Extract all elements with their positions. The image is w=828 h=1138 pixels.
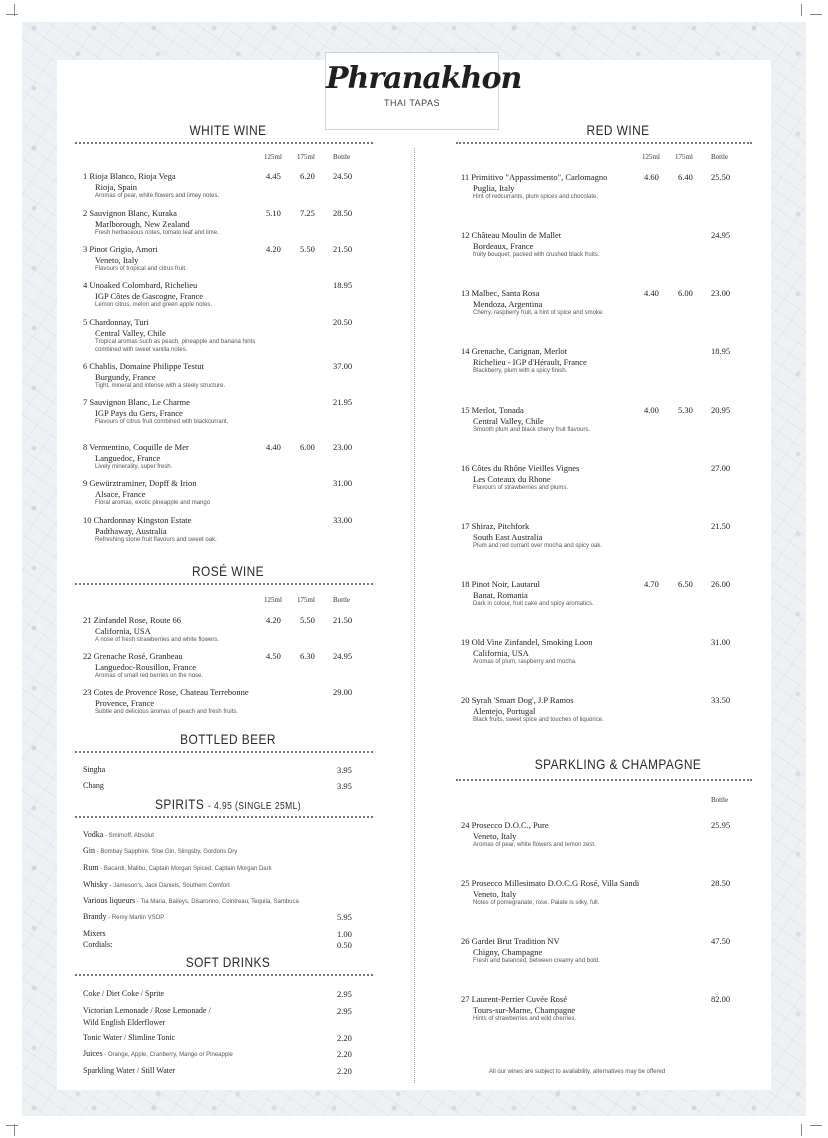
wine-description: Fresh herbaceous notes, tomato leaf and lime. [95, 230, 219, 236]
wine-name: 2 Sauvignon Blanc, Kuraka [83, 208, 177, 218]
price-175ml: 6.00 [300, 442, 315, 452]
wine-item [461, 230, 641, 259]
col-175ml: 175ml [297, 153, 315, 161]
soft-price: 2.95 [337, 1006, 352, 1016]
price-bottle: 23.00 [711, 288, 731, 298]
col-bottle: Bottle [333, 153, 351, 161]
spirits-name: Cordials: [83, 940, 113, 949]
wine-description: Plum and red currant over mocha and spicy oak. [473, 543, 603, 549]
soft-item [83, 989, 164, 998]
wine-item [461, 695, 641, 724]
wine-name: 17 Shiraz, Pitchfork [461, 521, 530, 531]
soft-price: 2.20 [337, 1066, 352, 1076]
price-bottle: 27.00 [711, 463, 731, 473]
price-bottle: 82.00 [711, 994, 731, 1004]
spirits-detail: - Bacardi, Malibu, Captain Morgan Spiced, Captain Morgan Dark [98, 866, 272, 872]
spirits-item [83, 863, 272, 872]
spirits-detail: - Tia Maria, Baileys, Disaronno, Cointreau, Tequila, Sambuca [135, 899, 299, 905]
wine-region: Richelieu - IGP d'Hérault, France [473, 356, 587, 367]
wine-name: 10 Chardonnay Kingston Estate [83, 515, 192, 525]
wine-item [461, 878, 691, 907]
wine-item [83, 515, 263, 544]
wine-name: 16 Côtes du Rhône Vieilles Vignes [461, 463, 580, 473]
soft-name: Victorian Lemonade / Rose Lemonade / [83, 1006, 211, 1015]
wine-description: Tight, mineral and intense with a steely structure. [95, 383, 226, 389]
price-175ml: 6.40 [678, 172, 693, 182]
col-bottle: Bottle [711, 796, 729, 804]
soft-name: Tonic Water / Slimline Tonic [83, 1033, 176, 1042]
wine-region: Rioja, Spain [95, 181, 138, 192]
price-bottle: 18.95 [333, 280, 353, 290]
soft-item [83, 1033, 175, 1042]
brand-name: Phranakhon [326, 61, 522, 96]
wine-region: Marlborough, New Zealand [95, 218, 190, 229]
wine-description: Subtle and delicious aromas of peach and fresh fruits. [95, 709, 239, 715]
price-175ml: 5.50 [300, 615, 315, 625]
wine-region: Veneto, Italy [473, 888, 517, 899]
wine-description: Aromas of plum, raspberry and mocha. [473, 659, 577, 665]
price-125ml: 4.60 [644, 172, 659, 182]
wine-description: Hints of strawberries and wild cherries. [473, 1016, 577, 1022]
price-bottle: 37.00 [333, 361, 353, 371]
wine-region: Alentejo, Portugal [473, 705, 536, 716]
price-175ml: 6.30 [300, 651, 315, 661]
price-125ml: 4.50 [266, 651, 281, 661]
wine-name: 21 Zinfandel Rose, Route 66 [83, 615, 181, 625]
white-wine-heading: WHITE WINE [189, 122, 267, 138]
divider [75, 751, 373, 753]
col-125ml: 125ml [264, 153, 282, 161]
wine-item [83, 171, 263, 200]
spirits-heading [136, 796, 320, 812]
price-bottle: 33.00 [333, 515, 353, 525]
soft-detail: - Orange, Apple, Cranberry, Mango or Pineapple [102, 1052, 233, 1058]
price-bottle: 21.50 [333, 615, 353, 625]
wine-name: 23 Cotes de Provence Rose, Chateau Terrebonne [83, 687, 249, 697]
spirits-name: Rum [83, 863, 99, 872]
spirits-item [83, 830, 154, 839]
spirits-detail: - Jameson's, Jack Daniels, Southern Comfort [107, 883, 230, 889]
wine-name: 13 Malbec, Santa Rosa [461, 288, 540, 298]
wine-item [461, 820, 691, 849]
soft-price: 2.20 [337, 1033, 352, 1043]
wine-region: Padthaway, Australia [95, 525, 167, 536]
price-bottle: 21.50 [711, 521, 731, 531]
spirits-detail: - Bombay Sapphire, Sloe Gin, Slingsby, Gordons Dry [95, 849, 238, 855]
brand-logo [325, 52, 522, 130]
divider [75, 816, 373, 818]
wine-region: IGP Côtes de Gascogne, France [95, 290, 204, 301]
wine-region: Provence, France [95, 697, 155, 708]
wine-region: Banat, Romania [473, 589, 528, 600]
price-bottle: 29.00 [333, 687, 353, 697]
wine-region: Languedoc, France [95, 452, 161, 463]
wine-description: Aromas of small red berries on the nose. [95, 673, 204, 679]
wine-description: Black fruits, sweet spice and touches of liquorice. [473, 717, 604, 723]
price-175ml: 5.30 [678, 405, 693, 415]
soft-name: Coke / Diet Coke / Sprite [83, 989, 165, 998]
soft-price: 2.95 [337, 989, 352, 999]
spirits-name: Vodka [83, 830, 104, 839]
price-125ml: 4.20 [266, 615, 281, 625]
brand-tagline: THAI TAPAS [383, 98, 440, 108]
wine-name: 3 Pinot Grigio, Amori [83, 244, 158, 254]
spirits-item [83, 880, 230, 889]
wine-region: Languedoc-Rousillon, France [95, 661, 197, 672]
spirits-item [83, 912, 164, 921]
wine-region: California, USA [95, 625, 151, 636]
price-125ml: 4.00 [644, 405, 659, 415]
wine-item [461, 637, 641, 666]
soft-name: Juices [83, 1049, 103, 1058]
price-bottle: 24.50 [333, 171, 353, 181]
wine-region: Central Valley, Chile [473, 415, 544, 426]
spirits-name: Whisky [83, 880, 108, 889]
wine-name: 18 Pinot Noir, Lautarul [461, 579, 540, 589]
wine-description: Smooth plum and black cherry fruit flavours. [473, 427, 591, 433]
price-bottle: 28.50 [711, 878, 731, 888]
wine-name: 15 Merlot, Tonada [461, 405, 524, 415]
price-bottle: 24.95 [333, 651, 353, 661]
wine-description: Refreshing stone fruit flavours and sweet oak. [95, 537, 217, 543]
price-bottle: 18.95 [711, 346, 731, 356]
wine-description: Dark in colour, fruit cake and spicy aromatics. [473, 601, 594, 607]
divider [456, 779, 752, 781]
wine-description: Aromas of pear, white flowers and lemon zest. [473, 842, 596, 848]
spirits-name: Brandy [83, 912, 107, 921]
price-125ml: 4.40 [644, 288, 659, 298]
spirits-note: - 4.95 (SINGLE 25ML) [207, 801, 302, 812]
wine-item [461, 463, 641, 492]
beer-price: 3.95 [337, 765, 352, 775]
wine-region: Central Valley, Chile [95, 327, 166, 338]
col-125ml: 125ml [642, 153, 660, 161]
price-bottle: 21.95 [333, 397, 353, 407]
wine-item [461, 994, 691, 1023]
price-125ml: 4.45 [266, 171, 281, 181]
divider [75, 142, 373, 144]
divider [456, 142, 752, 144]
wine-name: 6 Chablis, Domaine Philippe Testut [83, 361, 204, 371]
wine-region: Bordeaux, France [473, 240, 534, 251]
col-175ml: 175ml [675, 153, 693, 161]
col-bottle: Bottle [711, 153, 729, 161]
wine-name: 7 Sauvignon Blanc, Le Charme [83, 397, 190, 407]
wine-name: 14 Grenache, Carignan, Merlot [461, 346, 567, 356]
wine-description: Aromas of pear, white flowers and limey notes. [95, 193, 220, 199]
beer-item [83, 781, 104, 790]
price-bottle: 23.00 [333, 442, 353, 452]
price-175ml: 7.25 [300, 208, 315, 218]
soft-name: Sparkling Water / Still Water [83, 1066, 176, 1075]
soft-price: 2.20 [337, 1049, 352, 1059]
wine-name: 24 Prosecco D.O.C., Pure [461, 820, 549, 830]
wine-region: Mendoza, Argentina [473, 298, 543, 309]
wine-item [83, 361, 263, 390]
price-125ml: 4.40 [266, 442, 281, 452]
wine-name: 26 Gardet Brut Tradition NV [461, 936, 560, 946]
price-bottle: 25.50 [711, 172, 731, 182]
price-bottle: 47.50 [711, 936, 731, 946]
spirits-price: 5.95 [337, 912, 352, 922]
wine-item [461, 521, 641, 550]
wine-item [83, 478, 263, 507]
wine-region: Veneto, Italy [473, 830, 517, 841]
wine-item [83, 244, 263, 273]
col-bottle: Bottle [333, 596, 351, 604]
wine-description: Blackberry, plum with a spicy finish. [473, 368, 568, 374]
price-125ml: 4.20 [266, 244, 281, 254]
spirits-title: SPIRITS [154, 796, 205, 812]
wine-name: 4 Unoaked Colombard, Richelieu [83, 280, 198, 290]
spirits-name: Various liqueurs [83, 896, 136, 905]
price-175ml: 6.50 [678, 579, 693, 589]
price-bottle: 21.50 [333, 244, 353, 254]
price-bottle: 31.00 [333, 478, 353, 488]
bottled-beer-heading: BOTTLED BEER [180, 731, 276, 747]
wine-region: Puglia, Italy [473, 182, 515, 193]
wine-description: Fresh and balanced, between creamy and bold. [473, 958, 600, 964]
wine-item [461, 936, 691, 965]
wine-region: Les Coteaux du Rhone [473, 473, 551, 484]
wine-name: 27 Laurent-Perrier Cuvée Rosé [461, 994, 567, 1004]
wine-item [83, 208, 263, 237]
price-175ml: 6.20 [300, 171, 315, 181]
spirits-name: Gin [83, 846, 95, 855]
wine-name: 9 Gewürztraminer, Dopff & Irion [83, 478, 197, 488]
rose-wine-heading: ROSÉ WINE [192, 563, 264, 579]
price-bottle: 20.95 [711, 405, 731, 415]
price-bottle: 28.50 [333, 208, 353, 218]
crop-mark [14, 1124, 27, 1136]
price-bottle: 31.00 [711, 637, 731, 647]
wine-name: 12 Château Moulin de Mallet [461, 230, 562, 240]
spirits-item [83, 929, 106, 938]
beer-price: 3.95 [337, 781, 352, 791]
beer-item [83, 765, 105, 774]
column-divider [414, 148, 415, 1083]
wine-name: 25 Prosecco Millesimato D.O.C.G Rosé, Villa Sandi [461, 878, 640, 888]
wine-region: IGP Pays du Gers, France [95, 407, 183, 418]
wine-item [461, 579, 641, 608]
soft-name: Wild English Elderflower [83, 1018, 166, 1027]
soft-item [83, 1006, 211, 1015]
wine-description: Flavours of citrus fruit combined with blackcurrant. [95, 419, 229, 425]
col-125ml: 125ml [264, 596, 282, 604]
soft-item [83, 1049, 233, 1058]
price-175ml: 5.50 [300, 244, 315, 254]
wine-description: Notes of pomegranate, rose. Palate is silky, full. [473, 900, 600, 906]
wine-description: Lively minerality, super fresh. [95, 464, 173, 470]
spirits-name: Mixers [83, 929, 106, 938]
soft-drinks-heading: SOFT DRINKS [185, 954, 271, 970]
wine-name: 20 Syrah 'Smart Dog', J.P Ramos [461, 695, 574, 705]
wine-name: 19 Old Vine Zinfandel, Smoking Loon [461, 637, 593, 647]
wine-item [83, 397, 263, 426]
wine-description: fruity bouquet, packed with crushed black fruits. [473, 252, 600, 258]
wine-region: Veneto, Italy [95, 254, 139, 265]
spirits-detail: - Remy Martin VSOP [106, 915, 165, 921]
spirits-detail: - Smirnoff, Absolut [103, 833, 154, 839]
crop-mark [14, 4, 27, 16]
price-125ml: 4.70 [644, 579, 659, 589]
spirits-item [83, 896, 299, 905]
wine-item [461, 405, 641, 434]
divider [75, 974, 373, 976]
wine-description: Lemon citrus, melon and green apple notes. [95, 302, 213, 308]
soft-item [83, 1018, 165, 1027]
wine-item [83, 280, 263, 309]
wine-region: California, USA [473, 647, 529, 658]
wine-name: 22 Grenache Rosé, Granbeau [83, 651, 183, 661]
wine-description: Flavours of tropical and citrus fruit. [95, 266, 187, 272]
wine-item [461, 172, 641, 201]
wine-name: 5 Chardonnay, Turi [83, 317, 149, 327]
wine-region: Tours-sur-Marne, Champagne [473, 1004, 576, 1015]
wine-description: Cherry, raspberry fruit, a hint of spice and smoke. [473, 310, 604, 316]
spirits-item [83, 940, 112, 949]
wine-item [83, 687, 313, 716]
price-125ml: 5.10 [266, 208, 281, 218]
wine-item [461, 288, 641, 317]
wine-item [461, 346, 641, 375]
wine-description: Flavours of strawberries and plums. [473, 485, 569, 491]
wine-region: Burgundy, France [95, 371, 156, 382]
sparkling-heading: SPARKLING & CHAMPAGNE [534, 756, 702, 772]
wine-region: South East Australia [473, 531, 543, 542]
price-bottle: 33.50 [711, 695, 731, 705]
wine-name: 11 Primitivo "Appassimento", Carlomagno [461, 172, 608, 182]
spirits-price: 1.00 [337, 929, 352, 939]
wine-name: 8 Vermentino, Coquille de Mer [83, 442, 189, 452]
wine-description: Tropical aromas such as peach, pineapple and banana hints combined with sweet vanilla notes. [95, 339, 256, 353]
beer-name: Singha [83, 765, 106, 774]
wine-region: Chigny, Champagne [473, 946, 543, 957]
red-wine-heading: RED WINE [586, 122, 650, 138]
crop-mark [801, 4, 814, 16]
wine-description: Floral aromas, exotic pineapple and mango [95, 500, 211, 506]
wine-item [83, 317, 263, 354]
crop-mark [801, 1124, 814, 1136]
col-175ml: 175ml [297, 596, 315, 604]
wine-item [83, 442, 263, 471]
price-bottle: 20.50 [333, 317, 353, 327]
price-bottle: 26.00 [711, 579, 731, 589]
price-bottle: 25.95 [711, 820, 731, 830]
availability-note: All our wines are subject to availability, alternatives may be offered [489, 1069, 666, 1075]
wine-name: 1 Rioja Blanco, Rioja Vega [83, 171, 176, 181]
price-bottle: 24.95 [711, 230, 731, 240]
soft-item [83, 1066, 175, 1075]
divider [75, 583, 373, 585]
wine-description: A nose of fresh strawberries and white flowers. [95, 637, 220, 643]
price-175ml: 6.00 [678, 288, 693, 298]
spirits-price: 0.50 [337, 940, 352, 950]
wine-description: Hint of redcurrants, plum spices and chocolate. [473, 194, 599, 200]
spirits-item [83, 846, 237, 855]
beer-name: Chang [83, 781, 104, 790]
wine-region: Alsace, France [95, 488, 146, 499]
